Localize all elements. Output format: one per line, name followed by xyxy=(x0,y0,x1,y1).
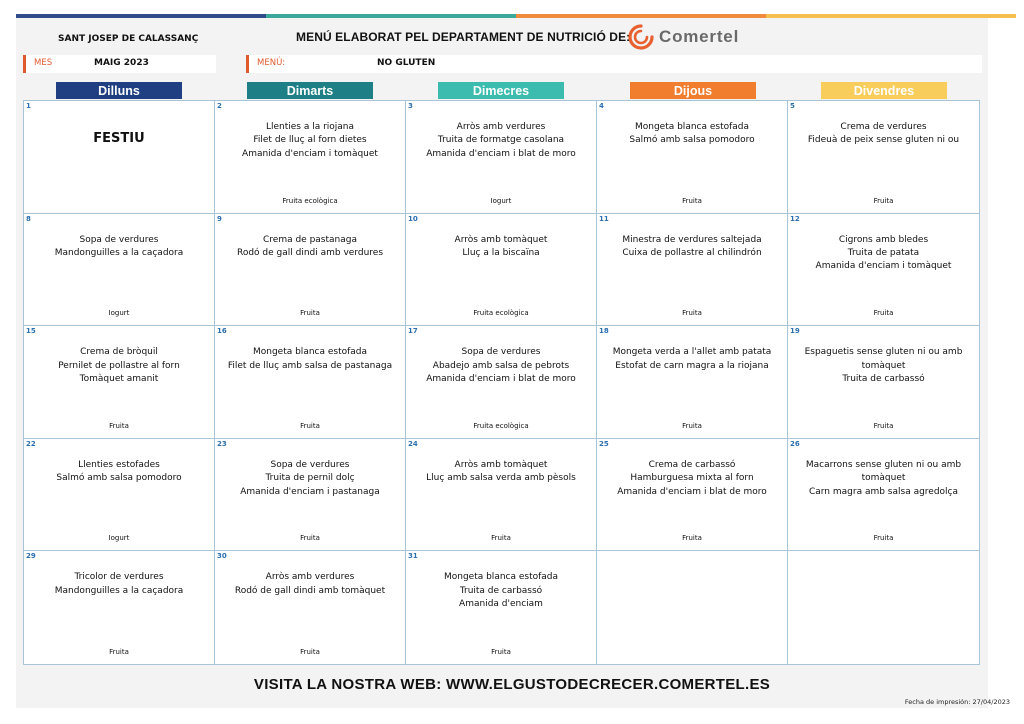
menu-calendar-grid xyxy=(23,100,980,665)
dish-list xyxy=(788,459,979,499)
dish-item: Amanida d'enciam xyxy=(459,599,543,610)
dish-item: Tricolor de verdures xyxy=(74,572,164,583)
comertel-swirl-logo-icon xyxy=(628,24,654,50)
dessert-label: Fruita xyxy=(491,534,511,543)
day-cell xyxy=(788,326,979,439)
dish-list xyxy=(215,121,405,161)
dish-list xyxy=(406,459,596,486)
dish-list xyxy=(597,234,787,261)
mes-value: MAIG 2023 xyxy=(94,58,149,68)
day-number: 22 xyxy=(26,439,36,448)
day-cell xyxy=(406,101,597,214)
dessert-label: Fruita xyxy=(682,309,702,318)
day-cell xyxy=(597,439,788,552)
day-number: 17 xyxy=(408,327,418,336)
mes-label: MES xyxy=(34,58,53,68)
day-number: 10 xyxy=(408,214,418,223)
dish-item: Sopa de verdures xyxy=(79,234,159,245)
dish-item: Cigrons amb bledes xyxy=(838,234,929,245)
day-number: 15 xyxy=(26,327,36,336)
dish-item: Crema de verdures xyxy=(840,122,927,132)
dish-list xyxy=(24,346,214,386)
dish-item: Fideuà de peix sense gluten ni ou xyxy=(807,135,960,146)
day-number: 9 xyxy=(217,214,222,223)
dish-item: Amanida d'enciam i blat de moro xyxy=(426,374,576,384)
day-cell xyxy=(406,551,597,664)
day-number: 18 xyxy=(599,327,609,336)
logo-text: Comertel xyxy=(659,27,740,46)
dessert-label: Fruita xyxy=(682,421,702,430)
day-header-tuesday: Dimarts xyxy=(247,82,373,99)
document-title: MENÚ ELABORAT PEL DEPARTAMENT DE NUTRICIÓ DE: xyxy=(296,30,631,44)
dessert-label: Fruita xyxy=(873,421,894,430)
day-cell xyxy=(597,551,788,664)
day-number: 31 xyxy=(408,552,418,561)
dessert-label: Fruita xyxy=(300,534,320,543)
dish-list xyxy=(788,346,979,386)
menu-value: NO GLUTEN xyxy=(377,58,436,68)
dish-list xyxy=(788,121,979,148)
dish-list xyxy=(597,346,787,373)
dish-list xyxy=(24,121,214,145)
dessert-label: Fruita ecològica xyxy=(282,196,338,205)
dessert-label: Fruita ecològica xyxy=(473,421,529,430)
dish-item: Mongeta blanca estofada xyxy=(634,122,750,132)
dish-item: Arròs amb verdures xyxy=(456,122,546,132)
day-cell xyxy=(788,214,979,327)
dish-list xyxy=(24,459,214,486)
day-number: 25 xyxy=(599,439,609,448)
dish-list xyxy=(215,234,405,261)
day-number: 30 xyxy=(217,552,227,561)
dish-list xyxy=(406,121,596,161)
dish-item: Crema de bròquil xyxy=(80,347,158,358)
dish-item: Abadejo amb salsa de pebrots xyxy=(432,360,570,371)
dish-item: Salmó amb salsa pomodoro xyxy=(629,135,755,146)
website-banner: VISITA LA NOSTRA WEB: WWW.ELGUSTODECRECER.COMERTEL.ES xyxy=(253,676,771,693)
dish-list xyxy=(406,346,596,386)
dish-item: Mongeta blanca estofada xyxy=(443,572,559,583)
dish-list xyxy=(406,571,596,611)
dessert-label: Fruita xyxy=(300,647,320,656)
dish-item: Amanida d'enciam i blat de moro xyxy=(617,486,767,497)
school-name: SANT JOSEP DE CALASSANÇ xyxy=(58,34,199,44)
day-cell xyxy=(24,214,215,327)
dish-list xyxy=(406,234,596,261)
day-number: 16 xyxy=(217,327,227,336)
dish-list xyxy=(215,571,405,598)
dessert-label: Iogurt xyxy=(108,309,130,318)
dish-item: Hamburguesa mixta al forn xyxy=(630,473,754,484)
comertel-logo xyxy=(628,24,739,50)
dish-item: Amanida d'enciam i pastanaga xyxy=(240,486,380,497)
day-cell xyxy=(24,439,215,552)
day-header-wednesday: Dimecres xyxy=(438,82,564,99)
day-number: 1 xyxy=(26,102,31,110)
day-number: 19 xyxy=(790,327,800,336)
day-number: 3 xyxy=(408,102,413,110)
dish-item: Salmó amb salsa pomodoro xyxy=(56,473,182,484)
day-header-friday: Divendres xyxy=(821,82,947,99)
day-number: 24 xyxy=(408,439,418,448)
dish-item: Carn magra amb salsa agredolça xyxy=(808,486,959,497)
dish-item: Lluç a la biscaïna xyxy=(462,248,540,258)
day-header-thursday: Dijous xyxy=(630,82,756,99)
dessert-label: Fruita ecològica xyxy=(473,309,529,318)
day-cell xyxy=(24,551,215,664)
day-header-monday: Dilluns xyxy=(56,82,182,99)
dessert-label: Iogurt xyxy=(490,196,512,205)
dish-item: Crema de pastanaga xyxy=(263,234,357,245)
dish-item: Mongeta verda a l'allet amb patata xyxy=(612,347,772,358)
day-cell xyxy=(24,101,215,214)
dish-list xyxy=(597,459,787,499)
dish-item: Macarrons sense gluten ni ou amb tomàquet xyxy=(805,459,962,484)
dish-item: Rodó de gall dindi amb verdures xyxy=(236,248,384,258)
day-number: 23 xyxy=(217,439,227,448)
day-number: 12 xyxy=(790,214,800,223)
dish-item: Lluç amb salsa verda amb pèsols xyxy=(426,473,576,484)
dish-item: Filet de lluç amb salsa de pastanaga xyxy=(227,360,393,371)
dessert-label: Fruita xyxy=(109,421,129,430)
day-cell xyxy=(597,101,788,214)
holiday-label: FESTIU xyxy=(93,131,145,146)
day-cell xyxy=(406,214,597,327)
dessert-label: Fruita xyxy=(682,196,702,205)
dish-item: Arròs amb tomàquet xyxy=(454,234,548,245)
dessert-label: Fruita xyxy=(873,196,894,205)
dish-item: Mongeta blanca estofada xyxy=(252,347,368,358)
dish-list xyxy=(24,571,214,598)
day-number: 8 xyxy=(26,214,31,223)
day-cell xyxy=(788,101,979,214)
dish-item: Amanida d'enciam i tomàquet xyxy=(242,148,378,159)
dessert-label: Fruita xyxy=(300,421,320,430)
dish-item: Sopa de verdures xyxy=(270,459,350,470)
day-cell xyxy=(215,551,406,664)
dish-item: Estofat de carn magra a la riojana xyxy=(615,360,769,371)
day-cell xyxy=(215,214,406,327)
day-cell xyxy=(215,439,406,552)
dish-item: Truita de patata xyxy=(847,248,920,258)
dish-item: Amanida d'enciam i blat de moro xyxy=(426,148,576,159)
dish-item: Truita de carbassó xyxy=(842,374,925,384)
dish-item: Truita de carbassó xyxy=(459,585,543,596)
dish-item: Llenties estofades xyxy=(78,459,160,470)
day-cell xyxy=(406,326,597,439)
dish-item: Crema de carbassó xyxy=(648,459,736,470)
dish-item: Amanida d'enciam i tomàquet xyxy=(815,261,952,272)
day-number: 2 xyxy=(217,102,222,110)
print-date: Fecha de impresión: 27/04/2023 xyxy=(904,698,1010,706)
day-cell xyxy=(597,326,788,439)
dish-item: Filet de lluç al forn dietes xyxy=(253,135,367,146)
dish-list xyxy=(215,459,405,499)
dish-item: Llenties a la riojana xyxy=(265,122,355,132)
dish-item: Rodó de gall dindi amb tomàquet xyxy=(234,585,386,596)
day-cell xyxy=(215,326,406,439)
dish-item: Pernilet de pollastre al forn xyxy=(58,360,180,371)
dish-item: Tomàquet amanit xyxy=(79,374,159,384)
dessert-label: Iogurt xyxy=(108,534,130,543)
day-cell xyxy=(788,551,979,664)
dish-item: Mandonguilles a la caçadora xyxy=(54,248,184,258)
day-cell xyxy=(24,326,215,439)
dessert-label: Fruita xyxy=(300,309,320,318)
dessert-label: Fruita xyxy=(491,647,511,656)
dessert-label: Fruita xyxy=(109,647,129,656)
dish-item: Truita de pernil dolç xyxy=(265,473,355,484)
dish-list xyxy=(788,234,979,274)
dish-item: Arròs amb verdures xyxy=(265,572,355,583)
dish-list xyxy=(597,121,787,148)
dish-list xyxy=(215,346,405,373)
day-number: 11 xyxy=(599,214,609,223)
dish-item: Minestra de verdures saltejada xyxy=(622,234,762,245)
day-number: 5 xyxy=(790,102,795,110)
day-cell xyxy=(788,439,979,552)
dish-item: Espaguetis sense gluten ni ou amb tomàquet xyxy=(804,347,963,371)
dessert-label: Fruita xyxy=(873,534,894,543)
dessert-label: Fruita xyxy=(873,309,894,318)
day-number: 29 xyxy=(26,552,36,561)
day-cell xyxy=(597,214,788,327)
dish-item: Truita de formatge casolana xyxy=(437,135,565,146)
dish-item: Sopa de verdures xyxy=(461,347,541,358)
day-cell xyxy=(215,101,406,214)
menu-label: MENÚ: xyxy=(257,58,286,68)
dish-item: Arròs amb tomàquet xyxy=(454,459,548,470)
day-cell xyxy=(406,439,597,552)
day-number: 4 xyxy=(599,102,604,110)
day-number: 26 xyxy=(790,439,800,448)
menu-field xyxy=(246,55,982,73)
mes-field xyxy=(23,55,216,73)
dish-item: Mandonguilles a la caçadora xyxy=(54,585,184,596)
dish-list xyxy=(24,234,214,261)
dish-item: Cuixa de pollastre al chilindrón xyxy=(622,248,762,258)
dessert-label: Fruita xyxy=(682,534,702,543)
